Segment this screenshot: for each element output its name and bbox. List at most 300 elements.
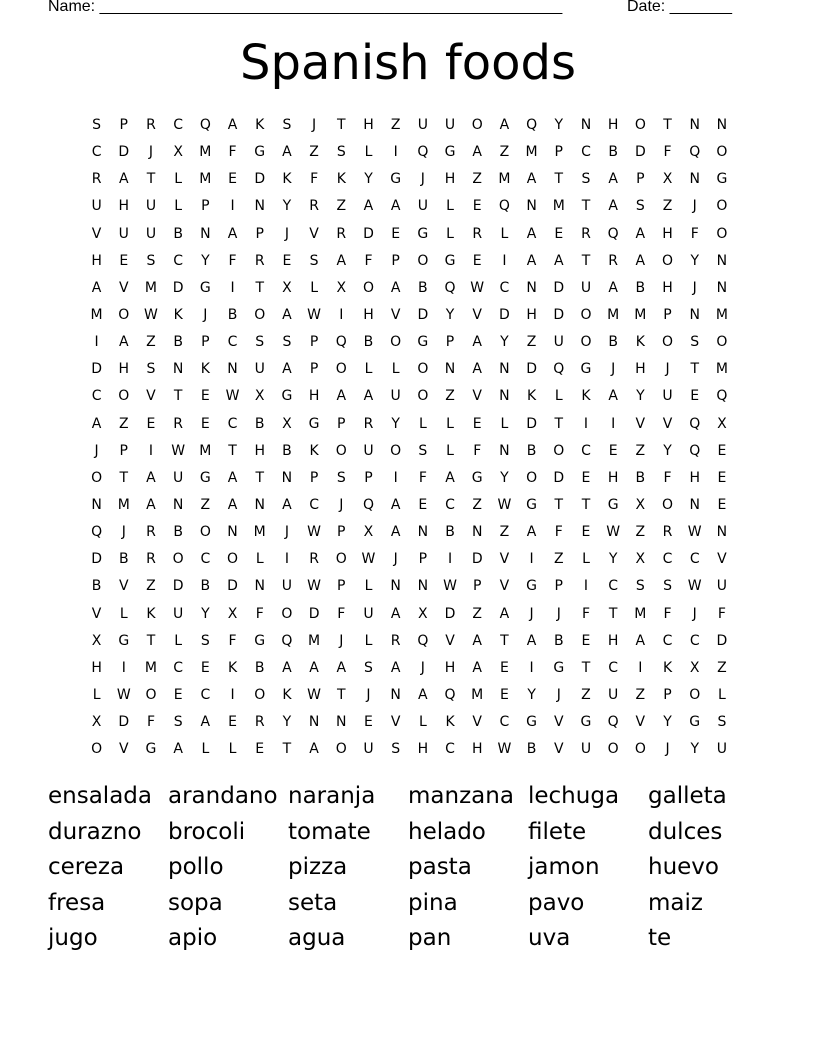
grid-letter: J <box>284 524 289 541</box>
grid-letter: F <box>554 524 563 541</box>
grid-letter: N <box>716 252 728 269</box>
grid-letter: O <box>662 334 674 351</box>
grid-letter: J <box>665 361 670 378</box>
grid-letter: B <box>254 415 265 432</box>
grid-letter: H <box>91 659 102 676</box>
grid-letter: P <box>337 524 346 541</box>
grid-letter: R <box>472 225 483 242</box>
grid-letter: A <box>227 496 238 513</box>
grid-letter: J <box>366 686 371 703</box>
grid-letter: K <box>635 334 645 351</box>
grid-letter: P <box>445 334 455 351</box>
grid-letter: O <box>553 442 565 459</box>
grid-letter: P <box>201 198 210 215</box>
word-list-item: sopa <box>168 889 223 916</box>
grid-letter: Y <box>201 252 210 269</box>
grid-letter: T <box>663 117 672 133</box>
grid-letter: D <box>526 361 537 378</box>
grid-letter: J <box>692 605 697 622</box>
grid-letter: R <box>363 415 374 432</box>
grid-letter: T <box>173 388 183 405</box>
grid-letter: E <box>717 442 727 459</box>
grid-letter: T <box>690 361 699 378</box>
grid-letter: A <box>118 171 129 188</box>
grid-letter: H <box>607 469 619 486</box>
grid-letter: A <box>553 252 564 269</box>
grid-letter: O <box>254 686 266 703</box>
grid-letter: U <box>173 605 184 622</box>
grid-letter: N <box>471 524 483 541</box>
grid-letter: I <box>529 659 534 676</box>
grid-letter: T <box>581 198 591 215</box>
grid-letter: K <box>527 388 537 405</box>
grid-letter: A <box>526 524 537 541</box>
grid-letter: V <box>91 605 102 622</box>
grid-letter: S <box>581 171 591 188</box>
grid-letter: E <box>472 415 482 432</box>
grid-letter: I <box>230 279 235 296</box>
grid-letter: V <box>309 225 319 242</box>
grid-letter: Y <box>690 741 699 758</box>
letter-grid <box>83 112 736 763</box>
grid-letter: A <box>146 496 156 513</box>
grid-letter: A <box>472 334 482 351</box>
grid-letter: L <box>364 632 373 649</box>
grid-letter: F <box>228 252 237 269</box>
grid-letter: U <box>173 469 184 486</box>
grid-letter: W <box>307 686 322 703</box>
grid-letter: Z <box>390 117 401 133</box>
grid-letter: R <box>581 225 591 242</box>
grid-letter: O <box>227 551 239 568</box>
grid-letter: F <box>146 714 155 731</box>
grid-letter: C <box>91 388 102 405</box>
word-list-item: jugo <box>48 925 98 952</box>
grid-letter: N <box>716 117 728 133</box>
grid-letter: N <box>91 496 102 513</box>
grid-letter: O <box>118 388 130 405</box>
grid-letter: E <box>200 388 210 405</box>
grid-letter: W <box>470 279 485 296</box>
grid-letter: D <box>553 279 565 296</box>
grid-letter: U <box>417 198 428 215</box>
grid-letter: S <box>336 469 346 486</box>
grid-letter: O <box>716 334 728 351</box>
grid-letter: L <box>554 388 563 405</box>
grid-letter: I <box>638 659 643 676</box>
grid-letter: Y <box>282 198 292 215</box>
grid-letter: X <box>282 279 292 296</box>
grid-letter: G <box>444 252 456 269</box>
grid-letter: B <box>363 334 374 351</box>
grid-letter: O <box>254 306 266 323</box>
grid-letter: T <box>581 659 591 676</box>
grid-letter: P <box>119 117 128 133</box>
grid-letter: Q <box>689 442 701 459</box>
grid-letter: A <box>227 117 238 133</box>
grid-letter: Q <box>444 279 456 296</box>
grid-letter: V <box>472 714 482 731</box>
grid-letter: A <box>445 469 455 486</box>
word-list-item: jamon <box>528 854 600 881</box>
grid-letter: O <box>716 198 728 215</box>
word-list-item: pan <box>408 925 452 952</box>
grid-letter: D <box>526 415 537 432</box>
grid-letter: C <box>608 578 619 595</box>
grid-letter: C <box>200 551 211 568</box>
grid-letter: R <box>336 225 347 242</box>
grid-letter: H <box>363 117 374 133</box>
grid-letter: Z <box>499 144 510 161</box>
grid-letter: A <box>282 306 292 323</box>
grid-letter: A <box>499 605 510 622</box>
grid-letter: O <box>662 496 674 513</box>
grid-letter: K <box>255 117 265 133</box>
grid-letter: K <box>309 442 319 459</box>
word-list-item: apio <box>168 925 218 952</box>
grid-letter: I <box>393 469 398 486</box>
grid-letter: N <box>526 279 537 296</box>
grid-letter: S <box>173 714 183 731</box>
grid-letter: V <box>472 388 482 405</box>
grid-letter: E <box>499 659 509 676</box>
grid-letter: X <box>282 415 292 432</box>
grid-letter: E <box>581 524 591 541</box>
grid-letter: L <box>310 279 318 296</box>
grid-letter: A <box>472 659 482 676</box>
grid-letter: M <box>634 306 647 323</box>
grid-letter: N <box>200 225 211 242</box>
grid-letter: Y <box>500 334 509 351</box>
grid-letter: V <box>553 741 564 758</box>
word-list-item: maiz <box>648 889 703 916</box>
word-list-item: dulces <box>648 818 723 845</box>
grid-letter: B <box>173 225 183 242</box>
grid-letter: Q <box>417 144 429 161</box>
grid-letter: P <box>255 225 264 242</box>
grid-letter: Z <box>445 388 455 405</box>
word-list-item: pavo <box>528 889 585 916</box>
grid-letter: F <box>418 469 427 486</box>
grid-letter: H <box>417 741 429 758</box>
grid-letter: V <box>390 306 401 323</box>
grid-letter: C <box>499 279 510 296</box>
grid-letter: M <box>525 144 538 161</box>
grid-letter: R <box>254 714 265 731</box>
grid-letter: C <box>662 551 673 568</box>
grid-letter: B <box>418 279 428 296</box>
grid-letter: D <box>444 605 456 622</box>
grid-letter: M <box>199 171 212 188</box>
grid-letter: O <box>662 252 674 269</box>
grid-letter: I <box>94 334 99 351</box>
grid-letter: W <box>307 524 322 541</box>
grid-letter: C <box>91 144 102 161</box>
grid-letter: A <box>390 279 401 296</box>
grid-letter: B <box>200 578 211 595</box>
grid-letter: I <box>583 415 589 432</box>
grid-letter: P <box>663 686 672 703</box>
grid-letter: Q <box>199 117 211 133</box>
grid-letter: L <box>364 361 373 378</box>
grid-letter: H <box>526 306 537 323</box>
grid-letter: B <box>282 442 292 459</box>
grid-letter: M <box>471 686 484 703</box>
grid-letter: A <box>635 225 646 242</box>
grid-letter: M <box>715 306 728 323</box>
grid-letter: U <box>281 578 293 595</box>
grid-letter: Z <box>146 334 156 351</box>
grid-letter: L <box>92 686 101 703</box>
grid-letter: U <box>254 361 265 378</box>
grid-letter: P <box>337 578 346 595</box>
grid-letter: Y <box>445 306 455 323</box>
grid-letter: O <box>91 741 103 758</box>
grid-letter: Z <box>526 334 537 351</box>
grid-letter: T <box>255 469 264 486</box>
grid-letter: Z <box>717 659 727 676</box>
grid-letter: D <box>91 361 102 378</box>
grid-letter: S <box>200 632 210 649</box>
grid-letter: C <box>227 334 238 351</box>
grid-letter: M <box>715 361 728 378</box>
grid-letter: P <box>391 252 400 269</box>
grid-letter: R <box>608 252 619 269</box>
grid-letter: E <box>581 469 591 486</box>
grid-letter: O <box>335 551 347 568</box>
grid-letter: G <box>308 415 320 432</box>
grid-letter: M <box>253 524 266 541</box>
grid-letter: B <box>173 334 183 351</box>
grid-letter: K <box>445 714 455 731</box>
grid-letter: U <box>390 388 401 405</box>
name-line: Name: ____________________________________________________ <box>48 0 563 15</box>
grid-letter: N <box>390 686 401 703</box>
grid-letter: V <box>635 415 646 432</box>
grid-letter: X <box>227 605 238 622</box>
grid-letter: U <box>716 578 728 595</box>
grid-letter: W <box>687 578 702 595</box>
grid-letter: A <box>608 388 618 405</box>
grid-letter: T <box>146 632 156 649</box>
grid-letter: F <box>255 605 264 622</box>
grid-letter: V <box>390 714 401 731</box>
grid-letter: B <box>635 469 646 486</box>
grid-letter: K <box>200 361 210 378</box>
grid-letter: N <box>227 361 238 378</box>
grid-letter: E <box>173 686 183 703</box>
grid-letter: W <box>307 306 322 323</box>
grid-letter: S <box>255 334 265 351</box>
grid-letter: A <box>526 252 537 269</box>
grid-letter: H <box>471 741 483 758</box>
grid-letter: F <box>228 632 237 649</box>
grid-letter: D <box>471 551 483 568</box>
grid-letter: M <box>144 279 158 296</box>
grid-letter: J <box>121 524 126 541</box>
grid-letter: O <box>91 469 103 486</box>
grid-letter: V <box>499 578 510 595</box>
grid-letter: O <box>362 279 374 296</box>
grid-letter: N <box>227 524 238 541</box>
grid-letter: S <box>282 334 292 351</box>
grid-letter: Z <box>581 686 591 703</box>
grid-letter: V <box>91 225 102 242</box>
grid-letter: P <box>364 469 373 486</box>
grid-letter: B <box>553 632 564 649</box>
grid-letter: C <box>445 496 455 513</box>
grid-letter: D <box>118 144 130 161</box>
grid-letter: O <box>526 469 538 486</box>
grid-letter: A <box>91 415 102 432</box>
grid-letter: J <box>420 171 425 188</box>
grid-letter: A <box>282 144 292 161</box>
grid-letter: N <box>689 496 700 513</box>
grid-letter: V <box>118 578 129 595</box>
grid-letter: Q <box>716 388 728 405</box>
grid-letter: R <box>254 252 265 269</box>
grid-letter: E <box>717 469 727 486</box>
grid-letter: C <box>227 415 238 432</box>
grid-letter: E <box>364 714 373 731</box>
grid-letter: F <box>581 605 590 622</box>
grid-letter: A <box>336 388 347 405</box>
grid-letter: O <box>417 252 429 269</box>
grid-letter: D <box>172 279 184 296</box>
grid-letter: V <box>472 306 482 323</box>
word-list-item: agua <box>288 925 346 952</box>
grid-letter: R <box>91 171 102 188</box>
grid-letter: I <box>121 659 126 676</box>
grid-letter: I <box>529 551 534 568</box>
grid-letter: N <box>716 279 728 296</box>
grid-letter: H <box>91 252 102 269</box>
grid-letter: D <box>553 469 565 486</box>
grid-letter: L <box>446 442 454 459</box>
grid-letter: T <box>608 605 618 622</box>
grid-letter: K <box>581 388 591 405</box>
grid-letter: A <box>336 252 347 269</box>
grid-letter: T <box>228 442 237 459</box>
grid-letter: A <box>309 659 319 676</box>
grid-letter: D <box>553 306 565 323</box>
grid-letter: A <box>227 225 238 242</box>
grid-letter: F <box>690 225 699 242</box>
grid-letter: L <box>255 551 264 568</box>
grid-letter: R <box>309 551 319 568</box>
grid-letter: B <box>526 741 537 758</box>
grid-letter: N <box>254 198 265 215</box>
grid-letter: H <box>607 117 619 133</box>
grid-letter: Q <box>362 496 374 513</box>
grid-letter: H <box>308 388 320 405</box>
grid-letter: L <box>418 714 427 731</box>
grid-letter: N <box>444 361 456 378</box>
grid-letter: J <box>556 686 561 703</box>
grid-letter: T <box>119 469 129 486</box>
grid-letter: P <box>472 578 482 595</box>
grid-letter: T <box>337 117 346 133</box>
grid-letter: R <box>146 524 156 541</box>
grid-letter: J <box>692 198 697 215</box>
grid-letter: A <box>118 334 129 351</box>
grid-letter: H <box>635 361 646 378</box>
grid-letter: F <box>310 171 319 188</box>
grid-letter: D <box>227 578 238 595</box>
grid-letter: U <box>145 225 157 242</box>
word-list-item: ensalada <box>48 783 152 809</box>
grid-letter: N <box>526 198 537 215</box>
word-list-item: huevo <box>648 854 719 881</box>
grid-letter: R <box>146 117 156 133</box>
grid-letter: C <box>173 252 184 269</box>
word-list <box>48 779 768 957</box>
grid-letter: A <box>282 361 292 378</box>
grid-letter: N <box>689 117 700 133</box>
grid-letter: O <box>145 686 157 703</box>
grid-letter: G <box>254 632 266 649</box>
grid-letter: F <box>663 605 672 622</box>
grid-letter: X <box>91 632 102 649</box>
grid-letter: M <box>308 632 321 649</box>
grid-letter: D <box>716 632 728 649</box>
grid-letter: J <box>148 144 154 161</box>
grid-letter: M <box>199 442 212 459</box>
grid-letter: G <box>607 496 619 513</box>
word-list-item: galleta <box>648 783 727 809</box>
grid-letter: I <box>502 252 507 269</box>
grid-letter: S <box>635 198 645 215</box>
grid-letter: D <box>634 144 646 161</box>
grid-letter: X <box>662 171 673 188</box>
grid-letter: V <box>118 279 129 296</box>
grid-letter: Y <box>690 252 699 269</box>
grid-letter: K <box>173 306 183 323</box>
grid-letter: Z <box>635 686 646 703</box>
grid-letter: D <box>91 551 102 568</box>
grid-letter: N <box>281 469 293 486</box>
grid-letter: P <box>636 171 645 188</box>
grid-letter: R <box>173 415 184 432</box>
grid-letter: C <box>581 144 591 161</box>
grid-letter: H <box>118 198 130 215</box>
grid-letter: O <box>634 117 646 133</box>
grid-letter: A <box>418 686 428 703</box>
grid-letter: E <box>472 252 482 269</box>
grid-letter: X <box>173 144 183 161</box>
grid-letter: J <box>203 306 208 323</box>
grid-letter: P <box>554 578 563 595</box>
grid-letter: T <box>500 632 509 649</box>
grid-letter: U <box>444 117 456 133</box>
grid-letter: I <box>230 198 235 215</box>
grid-letter: E <box>690 388 700 405</box>
grid-letter: O <box>634 741 646 758</box>
grid-letter: O <box>716 144 728 161</box>
grid-letter: W <box>144 306 158 323</box>
page-title: Spanish foods <box>240 35 576 91</box>
word-list-item: uva <box>528 925 571 952</box>
grid-letter: B <box>526 442 537 459</box>
grid-letter: L <box>119 605 128 622</box>
grid-letter: J <box>692 279 697 296</box>
grid-letter: Z <box>336 198 347 215</box>
grid-letter: P <box>119 442 128 459</box>
grid-letter: U <box>91 198 102 215</box>
grid-letter: E <box>391 225 401 242</box>
grid-letter: M <box>144 659 158 676</box>
grid-letter: T <box>554 496 564 513</box>
